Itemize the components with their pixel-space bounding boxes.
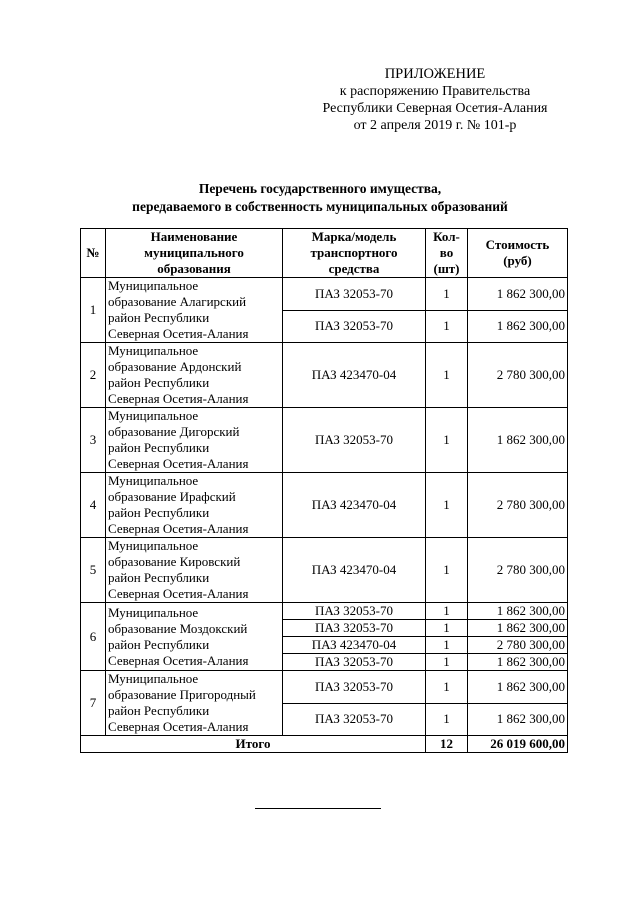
row-number: 7 — [81, 671, 106, 736]
vehicle-qty: 1 — [426, 671, 468, 704]
municipality-name — [106, 278, 283, 343]
municipality-name-line: район Республики — [108, 440, 210, 455]
vehicle-cost: 1 862 300,00 — [468, 310, 568, 343]
municipality-name-line: Муниципальное — [108, 671, 199, 686]
municipality-name — [106, 603, 283, 671]
signature-rule — [255, 808, 381, 809]
municipality-name-line: Северная Осетия-Алания — [108, 521, 249, 536]
row-number: 2 — [81, 343, 106, 408]
municipality-name — [106, 538, 283, 603]
municipality-name — [106, 671, 283, 736]
municipality-name-line: Северная Осетия-Алания — [108, 326, 249, 341]
vehicle-model: ПАЗ 423470-04 — [283, 538, 426, 603]
municipality-name-line: Северная Осетия-Алания — [108, 719, 249, 734]
vehicle-qty: 1 — [426, 538, 468, 603]
vehicle-qty: 1 — [426, 343, 468, 408]
vehicle-model: ПАЗ 32053-70 — [283, 603, 426, 620]
municipality-name-line: Муниципальное — [108, 473, 199, 488]
table-row — [81, 603, 568, 620]
vehicle-model: ПАЗ 32053-70 — [283, 620, 426, 637]
vehicle-cost: 1 862 300,00 — [468, 278, 568, 311]
municipality-name-line: район Республики — [108, 703, 210, 718]
row-number: 1 — [81, 278, 106, 343]
row-number: 6 — [81, 603, 106, 671]
table-row — [81, 343, 568, 408]
municipality-name-line: Муниципальное — [108, 278, 199, 293]
municipality-name-line: район Республики — [108, 375, 210, 390]
vehicle-cost: 2 780 300,00 — [468, 538, 568, 603]
municipality-name-line: Северная Осетия-Алания — [108, 652, 249, 668]
total-qty: 12 — [426, 736, 468, 753]
municipality-name-line: Муниципальное — [108, 538, 199, 553]
vehicle-cost: 2 780 300,00 — [468, 473, 568, 538]
vehicle-cost: 2 780 300,00 — [468, 343, 568, 408]
vehicle-cost: 2 780 300,00 — [468, 637, 568, 654]
municipality-name-line: образование Пригородный — [108, 687, 256, 702]
vehicle-model: ПАЗ 32053-70 — [283, 654, 426, 671]
vehicle-qty: 1 — [426, 654, 468, 671]
vehicle-qty: 1 — [426, 637, 468, 654]
title-line-2: передаваемого в собственность муниципальных образований — [132, 199, 508, 214]
vehicle-model: ПАЗ 32053-70 — [283, 703, 426, 736]
municipality-name-line: образование Моздокский — [108, 620, 248, 636]
municipality-name-line: Муниципальное — [108, 604, 199, 620]
municipality-name-line: Северная Осетия-Алания — [108, 391, 249, 406]
municipality-name-line: Северная Осетия-Алания — [108, 456, 249, 471]
table-row — [81, 408, 568, 473]
vehicle-model: ПАЗ 423470-04 — [283, 343, 426, 408]
vehicle-cost: 1 862 300,00 — [468, 408, 568, 473]
vehicle-model: ПАЗ 32053-70 — [283, 310, 426, 343]
vehicle-model: ПАЗ 423470-04 — [283, 637, 426, 654]
municipality-name-line: район Республики — [108, 570, 210, 585]
vehicle-qty: 1 — [426, 620, 468, 637]
municipality-name-line: Муниципальное — [108, 408, 199, 423]
municipality-name — [106, 343, 283, 408]
row-number: 3 — [81, 408, 106, 473]
table-row — [81, 473, 568, 538]
table-row — [81, 671, 568, 704]
vehicle-qty: 1 — [426, 473, 468, 538]
vehicle-model: ПАЗ 32053-70 — [283, 671, 426, 704]
vehicle-qty: 1 — [426, 278, 468, 311]
municipality-name — [106, 408, 283, 473]
municipality-name-line: образование Дигорский — [108, 424, 240, 439]
header-name: Наименование муниципального образования — [106, 229, 283, 278]
header-num: № — [81, 229, 106, 278]
vehicle-model: ПАЗ 423470-04 — [283, 473, 426, 538]
vehicle-model: ПАЗ 32053-70 — [283, 278, 426, 311]
municipality-name-line: район Республики — [108, 310, 210, 325]
vehicle-qty: 1 — [426, 703, 468, 736]
municipality-name-line: Муниципальное — [108, 343, 199, 358]
vehicle-qty: 1 — [426, 603, 468, 620]
appendix-line-2: Республики Северная Осетия-Алания — [322, 101, 548, 116]
vehicle-cost: 1 862 300,00 — [468, 603, 568, 620]
document-title — [60, 180, 580, 216]
vehicle-cost: 1 862 300,00 — [468, 671, 568, 704]
total-label: Итого — [81, 736, 426, 753]
municipality-name-line: район Республики — [108, 505, 210, 520]
appendix-header — [300, 66, 570, 134]
vehicle-cost: 1 862 300,00 — [468, 703, 568, 736]
municipality-name-line: образование Кировский — [108, 554, 241, 569]
title-line-1: Перечень государственного имущества, — [198, 181, 442, 196]
municipality-name-line: образование Ирафский — [108, 489, 236, 504]
total-row — [81, 736, 568, 753]
header-qty: Кол- во (шт) — [426, 229, 468, 278]
vehicle-qty: 1 — [426, 310, 468, 343]
header-cost: Стоимость (руб) — [468, 229, 568, 278]
vehicle-cost: 1 862 300,00 — [468, 620, 568, 637]
table-row — [81, 538, 568, 603]
municipality-name-line: образование Алагирский — [108, 294, 247, 309]
table-row — [81, 278, 568, 311]
municipality-name — [106, 473, 283, 538]
vehicle-model: ПАЗ 32053-70 — [283, 408, 426, 473]
appendix-line-3: от 2 апреля 2019 г. № 101-р — [353, 118, 517, 133]
table-header-row — [81, 229, 568, 278]
municipality-name-line: район Республики — [108, 636, 210, 652]
table-body — [81, 278, 568, 736]
row-number: 5 — [81, 538, 106, 603]
property-table — [80, 228, 568, 753]
vehicle-qty: 1 — [426, 408, 468, 473]
total-cost: 26 019 600,00 — [468, 736, 568, 753]
row-number: 4 — [81, 473, 106, 538]
appendix-line-1: к распоряжению Правительства — [339, 84, 531, 99]
municipality-name-line: образование Ардонский — [108, 359, 242, 374]
municipality-name-line: Северная Осетия-Алания — [108, 586, 249, 601]
header-model: Марка/модель транспортного средства — [283, 229, 426, 278]
appendix-heading: ПРИЛОЖЕНИЕ — [384, 66, 486, 82]
vehicle-cost: 1 862 300,00 — [468, 654, 568, 671]
